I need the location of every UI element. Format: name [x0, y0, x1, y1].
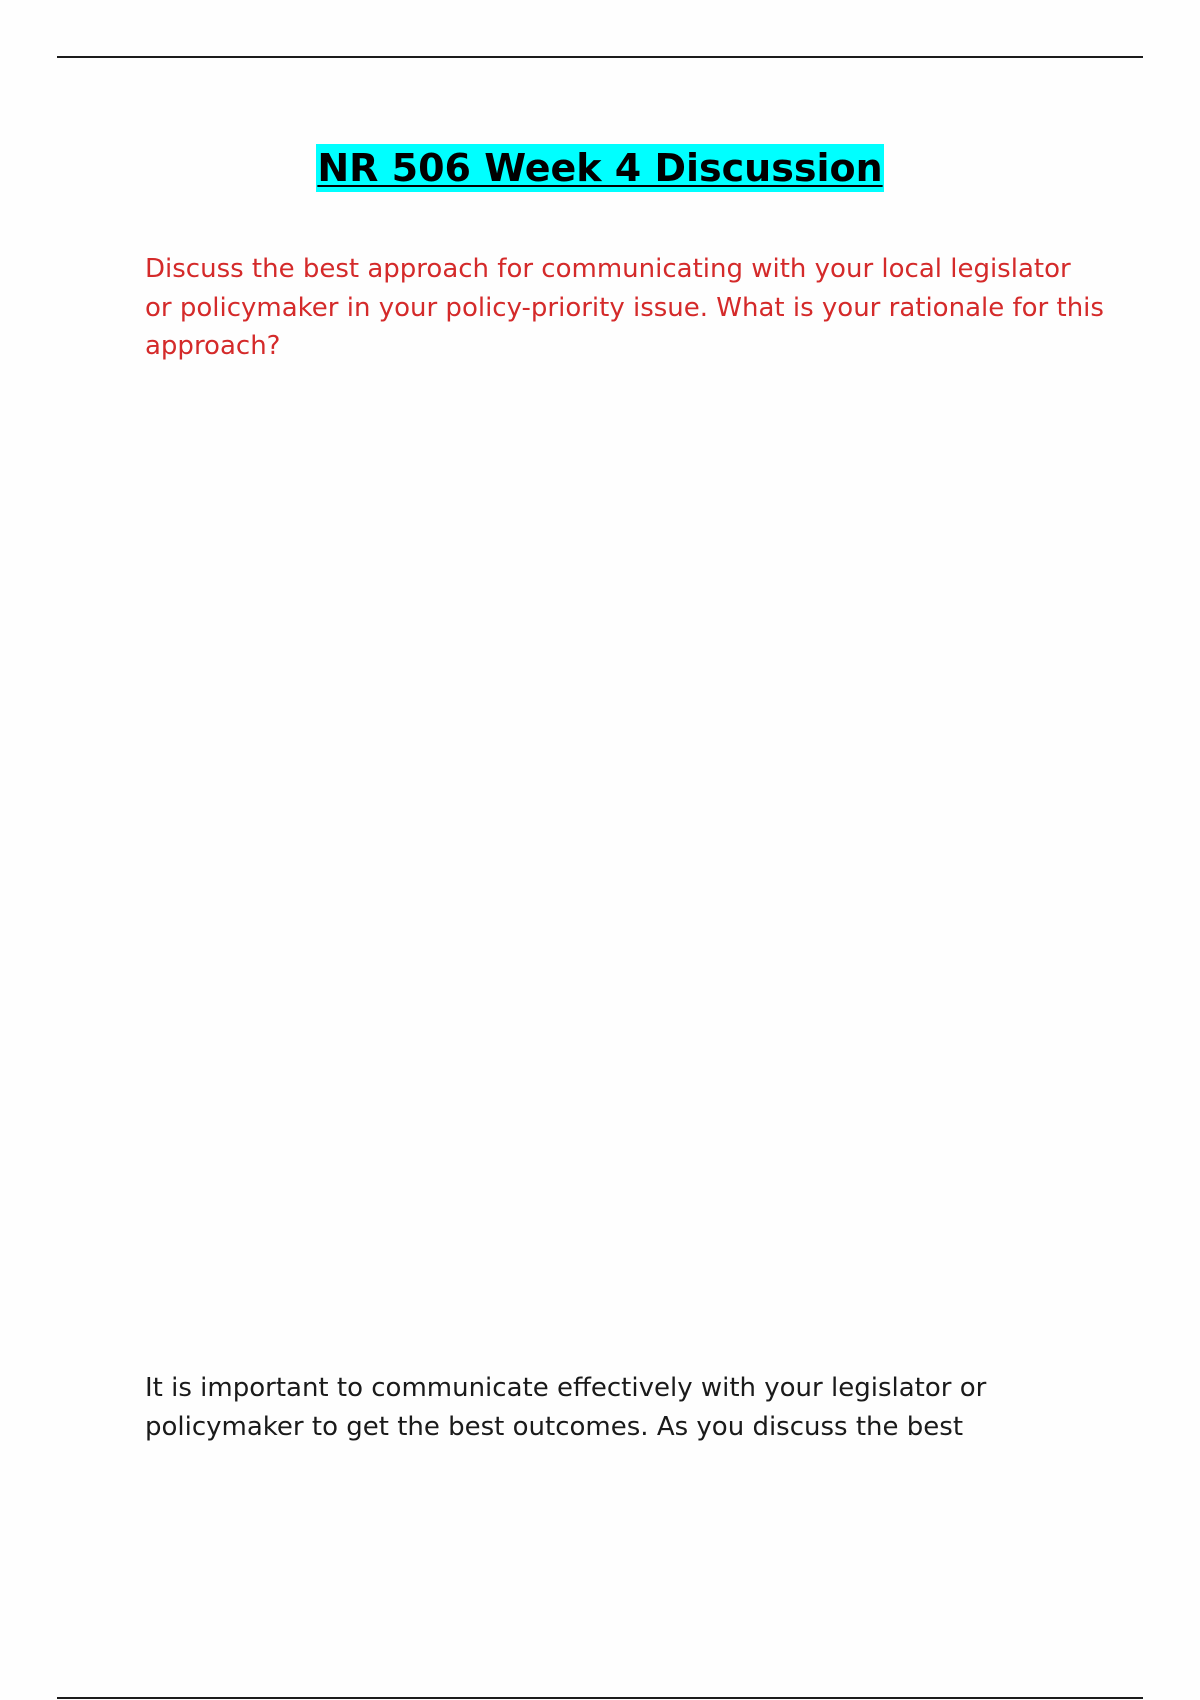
footer-rule: [57, 1697, 1143, 1699]
discussion-prompt: Discuss the best approach for communicating with your local legislator or policymaker in your policy-priority issue. What is your rationale for this approach?: [145, 254, 1104, 361]
document-title: NR 506 Week 4 Discussion: [317, 146, 883, 190]
answer-paragraph: It is important to communicate effectively with your legislator or policymaker to get the best outcomes. As you discuss the best: [145, 1373, 987, 1442]
title-container: [0, 144, 1200, 192]
header-rule: [57, 56, 1143, 58]
